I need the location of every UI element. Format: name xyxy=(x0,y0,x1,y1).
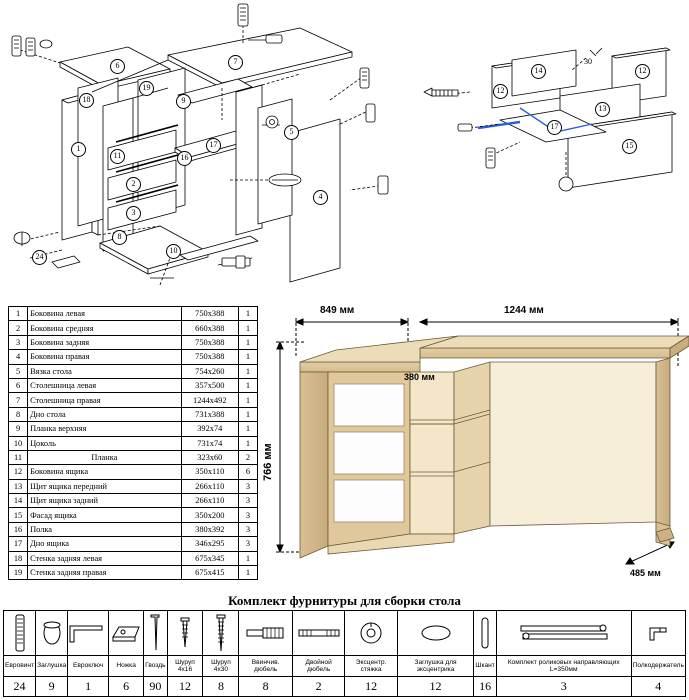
parts-list-table xyxy=(8,306,258,580)
part-name: Дно стола xyxy=(28,407,182,421)
part-name: Стенка задняя левая xyxy=(28,551,182,565)
hw-qty-5: 12 xyxy=(167,677,203,697)
callout-9: 9 xyxy=(176,94,191,109)
part-dimension: 266х110 xyxy=(181,494,238,508)
part-qty: 3 xyxy=(238,479,257,493)
screw-4x30-icon xyxy=(215,613,227,653)
hw-name-2: Евроключ xyxy=(68,656,109,677)
callout-3: 3 xyxy=(126,206,141,221)
part-dimension: 266х110 xyxy=(181,479,238,493)
part-qty: 3 xyxy=(238,494,257,508)
callout-2: 2 xyxy=(126,177,141,192)
part-qty: 6 xyxy=(238,465,257,479)
hw-cell-icon-12 xyxy=(496,611,631,656)
part-qty: 1 xyxy=(238,436,257,450)
part-qty: 3 xyxy=(238,522,257,536)
part-dimension: 660х388 xyxy=(181,321,238,335)
hw-name-7: Ввинчив. дюбель xyxy=(239,656,292,677)
screw-in-dowel-icon xyxy=(245,624,287,642)
callout-18: 18 xyxy=(79,93,94,108)
dimension-height: 766 мм xyxy=(262,443,274,481)
exploded-assembly-diagram xyxy=(0,0,689,295)
hw-cell-icon-0 xyxy=(4,611,36,656)
part-index: 6 xyxy=(9,378,28,392)
nail-icon xyxy=(150,613,160,653)
hw-qty-2: 1 xyxy=(68,677,109,697)
eccentric-cap-icon xyxy=(419,624,453,642)
table-row xyxy=(9,537,258,551)
part-qty: 1 xyxy=(238,422,257,436)
hw-name-13: Полкодержатель xyxy=(631,656,685,677)
hw-cell-icon-5 xyxy=(167,611,203,656)
part-qty: 1 xyxy=(238,393,257,407)
part-name: Фасад ящика xyxy=(28,508,182,522)
eccentric-tie-icon xyxy=(358,620,384,646)
part-index: 5 xyxy=(9,364,28,378)
table-row xyxy=(9,378,258,392)
callout-drawer-14: 14 xyxy=(531,64,546,79)
part-qty: 1 xyxy=(238,407,257,421)
callout-19: 19 xyxy=(139,81,154,96)
part-name: Боковина ящика xyxy=(28,465,182,479)
table-row xyxy=(9,522,258,536)
part-dimension: 731х74 xyxy=(181,436,238,450)
hw-qty-12: 3 xyxy=(496,677,631,697)
part-index: 10 xyxy=(9,436,28,450)
part-index: 12 xyxy=(9,465,28,479)
hw-name-10: Заглушка для эксцентрика xyxy=(397,656,474,677)
screw-4x16-icon xyxy=(179,616,191,650)
part-index: 7 xyxy=(9,393,28,407)
callout-8: 8 xyxy=(112,230,127,245)
table-row xyxy=(9,566,258,580)
part-name: Дно ящика xyxy=(28,537,182,551)
part-qty: 1 xyxy=(238,378,257,392)
part-index: 13 xyxy=(9,479,28,493)
hw-cell-icon-2 xyxy=(68,611,109,656)
part-qty: 3 xyxy=(238,508,257,522)
hw-name-5: Шуруп 4х16 xyxy=(167,656,203,677)
part-dimension: 750х388 xyxy=(181,335,238,349)
part-dimension: 350х110 xyxy=(181,465,238,479)
hw-cell-icon-10 xyxy=(397,611,474,656)
part-index: 9 xyxy=(9,422,28,436)
hw-qty-11: 16 xyxy=(474,677,496,697)
part-qty: 1 xyxy=(238,566,257,580)
callout-drawer-12-left: 12 xyxy=(493,84,508,99)
hw-qty-10: 12 xyxy=(397,677,474,697)
part-name: Боковина правая xyxy=(28,350,182,364)
hw-name-6: Шуруп 4х30 xyxy=(203,656,239,677)
table-row xyxy=(9,450,258,464)
part-index: 17 xyxy=(9,537,28,551)
part-index: 14 xyxy=(9,494,28,508)
hw-cell-icon-9 xyxy=(345,611,397,656)
part-dimension: 675х415 xyxy=(181,566,238,580)
table-row xyxy=(9,436,258,450)
table-row xyxy=(9,551,258,565)
callout-10: 10 xyxy=(166,244,181,259)
part-name: Столешница правая xyxy=(28,393,182,407)
callout-4: 4 xyxy=(313,190,328,205)
hardware-section-title: Комплект фурнитуры для сборки стола xyxy=(228,593,461,608)
double-dowel-icon xyxy=(297,625,341,641)
hw-name-8: Двойной дюбель xyxy=(292,656,345,677)
parts-list-body xyxy=(9,307,258,580)
part-dimension: 754х260 xyxy=(181,364,238,378)
hw-cell-icon-6 xyxy=(203,611,239,656)
part-index: 19 xyxy=(9,566,28,580)
part-qty: 1 xyxy=(238,321,257,335)
dowel-pin-icon xyxy=(479,616,491,650)
hw-cell-icon-4 xyxy=(144,611,167,656)
hw-name-1: Заглушка xyxy=(36,656,68,677)
shelf-support-icon xyxy=(647,622,669,644)
hw-qty-1: 9 xyxy=(36,677,68,697)
hw-name-11: Шкант xyxy=(474,656,496,677)
table-row xyxy=(9,321,258,335)
part-name: Цоколь xyxy=(28,436,182,450)
euro-screw-icon xyxy=(12,613,28,653)
part-name: Боковина левая xyxy=(28,307,182,321)
part-name: Стенка задняя правая xyxy=(28,566,182,580)
table-row xyxy=(9,364,258,378)
table-row xyxy=(9,407,258,421)
hw-qty-0: 24 xyxy=(4,677,36,697)
callout-drawer-15: 15 xyxy=(622,139,637,154)
part-index: 16 xyxy=(9,522,28,536)
hw-cell-icon-8 xyxy=(292,611,345,656)
part-dimension: 731х388 xyxy=(181,407,238,421)
callout-16: 16 xyxy=(177,151,192,166)
hw-name-9: Эксцентр. стяжка xyxy=(345,656,397,677)
dimension-inner-depth: 380 мм xyxy=(404,372,435,382)
table-row xyxy=(9,335,258,349)
callout-5: 5 xyxy=(284,125,299,140)
hw-cell-icon-7 xyxy=(239,611,292,656)
hw-qty-4: 90 xyxy=(144,677,167,697)
part-dimension: 675х345 xyxy=(181,551,238,565)
hw-qty-7: 8 xyxy=(239,677,292,697)
callout-drawer-12-right: 12 xyxy=(635,64,650,79)
table-row xyxy=(9,494,258,508)
hw-cell-icon-11 xyxy=(474,611,496,656)
part-index: 11 xyxy=(9,450,28,464)
hw-name-12: Комплект роликовых направляющих L=350мм xyxy=(496,656,631,677)
part-qty: 1 xyxy=(238,335,257,349)
part-index: 1 xyxy=(9,307,28,321)
part-dimension: 357х500 xyxy=(181,378,238,392)
table-row xyxy=(9,479,258,493)
part-name: Щит ящика задний xyxy=(28,494,182,508)
table-row xyxy=(9,422,258,436)
part-qty: 1 xyxy=(238,551,257,565)
hw-qty-9: 12 xyxy=(345,677,397,697)
hw-qty-6: 8 xyxy=(203,677,239,697)
part-name: Вязка стола xyxy=(28,364,182,378)
part-name: Щит ящика передний xyxy=(28,479,182,493)
callout-1: 1 xyxy=(71,142,86,157)
part-dimension: 1244х492 xyxy=(181,393,238,407)
hw-name-4: Гвоздь xyxy=(144,656,167,677)
foot-icon xyxy=(109,621,143,645)
hw-name-0: Евровинт xyxy=(4,656,36,677)
part-dimension: 323х60 xyxy=(181,450,238,464)
part-index: 8 xyxy=(9,407,28,421)
hardware-names-row xyxy=(4,656,686,677)
hardware-quantities-row xyxy=(4,677,686,697)
table-row xyxy=(9,508,258,522)
callout-11: 11 xyxy=(110,149,125,164)
part-qty: 1 xyxy=(238,364,257,378)
callout-drawer-13: 13 xyxy=(595,102,610,117)
part-dimension: 750х388 xyxy=(181,350,238,364)
hardware-icons-row xyxy=(4,611,686,656)
callout-7: 7 xyxy=(228,55,243,70)
hw-qty-13: 4 xyxy=(631,677,685,697)
part-name: Боковина задняя xyxy=(28,335,182,349)
part-index: 3 xyxy=(9,335,28,349)
part-name: Планка верхняя xyxy=(28,422,182,436)
part-name: Столешница левая xyxy=(28,378,182,392)
callout-17: 17 xyxy=(206,138,221,153)
hw-cell-icon-1 xyxy=(36,611,68,656)
callout-24: 24 xyxy=(32,250,47,265)
table-row xyxy=(9,307,258,321)
part-index: 18 xyxy=(9,551,28,565)
dimension-width-left: 849 мм xyxy=(320,305,355,316)
part-dimension: 350х200 xyxy=(181,508,238,522)
hw-cell-icon-3 xyxy=(109,611,144,656)
hw-qty-3: 6 xyxy=(109,677,144,697)
part-dimension: 346х295 xyxy=(181,537,238,551)
part-name: Планка xyxy=(28,450,182,464)
slide-rails-icon xyxy=(519,620,609,646)
part-dimension: 750х388 xyxy=(181,307,238,321)
part-qty: 2 xyxy=(238,450,257,464)
part-qty: 1 xyxy=(238,307,257,321)
table-row xyxy=(9,465,258,479)
hw-name-3: Ножка xyxy=(109,656,144,677)
part-dimension: 392х74 xyxy=(181,422,238,436)
euro-key-icon xyxy=(68,620,108,646)
part-name: Полка xyxy=(28,522,182,536)
part-qty: 3 xyxy=(238,537,257,551)
part-index: 15 xyxy=(9,508,28,522)
finished-desk-drawing xyxy=(258,296,689,588)
cap-icon xyxy=(39,619,65,647)
hw-qty-8: 2 xyxy=(292,677,345,697)
dimension-width-right: 1244 мм xyxy=(504,305,544,316)
callout-6: 6 xyxy=(110,59,125,74)
table-row xyxy=(9,393,258,407)
table-row xyxy=(9,350,258,364)
hardware-kit-table xyxy=(3,610,686,697)
callout-drawer-17: 17 xyxy=(547,120,562,135)
hw-cell-icon-13 xyxy=(631,611,685,656)
part-qty: 1 xyxy=(238,350,257,364)
part-dimension: 380х392 xyxy=(181,522,238,536)
part-index: 4 xyxy=(9,350,28,364)
dimension-depth-right: 485 мм xyxy=(630,568,661,578)
part-index: 2 xyxy=(9,321,28,335)
callout-drawer-30: 30 xyxy=(584,57,592,66)
part-name: Боковина средняя xyxy=(28,321,182,335)
